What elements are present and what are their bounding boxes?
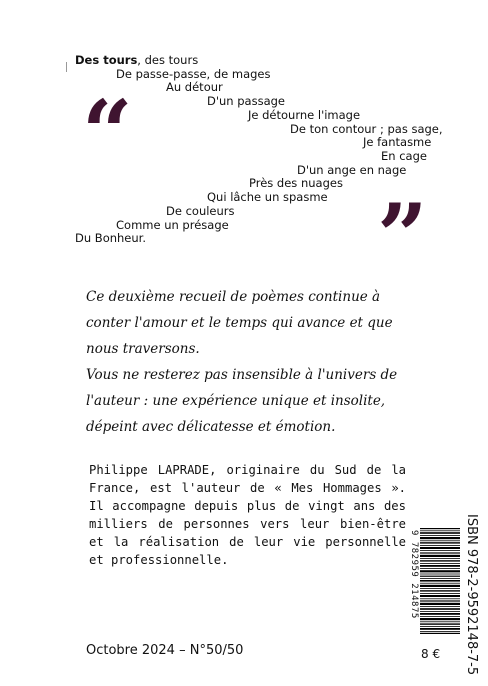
poem-line-6: De ton contour ; pas sage, (290, 122, 443, 136)
poem-line-12: De couleurs (166, 204, 235, 218)
close-quote-mark: ” (377, 184, 428, 288)
poem-first-rest: , des tours (137, 53, 199, 67)
back-cover-blurb (86, 284, 426, 440)
poem-line-14: Du Bonheur. (75, 231, 146, 245)
poem-first-bold: Des tours (75, 53, 138, 67)
barcode-icon (420, 528, 460, 634)
poem-line-7: Je fantasme (363, 135, 432, 149)
author-bio: Philippe LAPRADE, originaire du Sud de la France, est l'auteur de « Mes Hommages ». Il accompagne depuis plus de vingt ans des milliers de personnes vers leur bien-être et la réalisation de leur vie personnelle et professionnelle. (89, 463, 406, 567)
blurb-paragraph-2: Vous ne resterez pas insensible à l'univers de l'auteur : une expérience unique et insolite, dépeint avec délicatesse et émotion. (86, 367, 398, 435)
poem-line-1 (75, 53, 198, 67)
poem-line-10: Près des nuages (249, 176, 343, 190)
blurb-paragraph-1: Ce deuxième recueil de poèmes continue à conter l'amour et le temps qui avance et que nous traversons. (86, 289, 393, 357)
poem (0, 0, 488, 288)
isbn-label: ISBN 978-2-9592148-7-5 (464, 514, 479, 676)
price: 8 € (421, 647, 441, 661)
margin-tick (66, 62, 67, 72)
poem-line-13: Comme un présage (116, 218, 229, 232)
poem-line-11: Qui lâche un spasme (207, 190, 328, 204)
poem-line-3: Au détour (166, 80, 223, 94)
poem-line-8: En cage (381, 149, 427, 163)
edition-info: Octobre 2024 – N°50/50 (86, 643, 244, 658)
barcode-digits: 9 782959 214875 (409, 530, 419, 619)
open-quote-mark: “ (82, 80, 133, 184)
poem-line-2: De passe-passe, de mages (116, 67, 271, 81)
poem-line-5: Je détourne l'image (248, 108, 361, 122)
poem-line-9: D'un ange en nage (297, 163, 407, 177)
poem-line-4: D'un passage (207, 94, 286, 108)
